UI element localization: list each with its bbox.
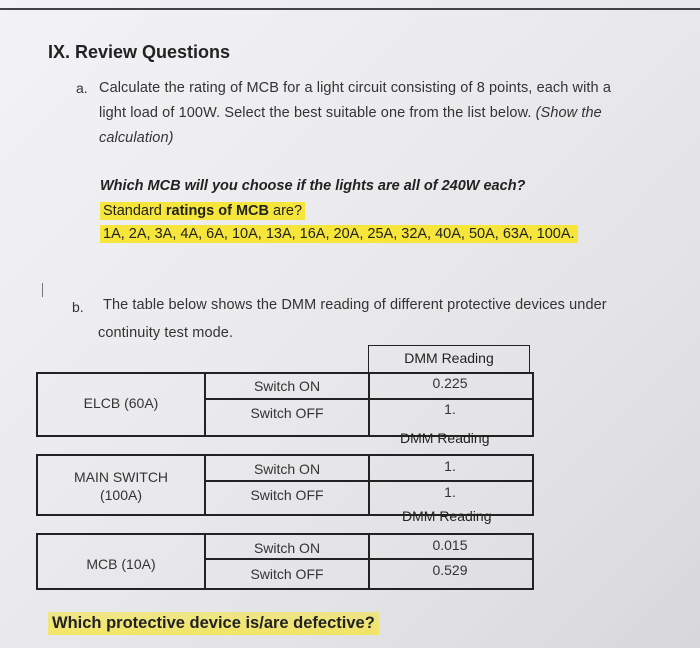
mcb-state-on: Switch ON — [253, 540, 321, 556]
main-switch-device — [38, 468, 204, 504]
main-switch-reading-off: 1. — [444, 484, 456, 500]
main-switch-state-on: Switch ON — [253, 461, 321, 477]
elcb-row-divider — [204, 398, 532, 400]
question-a-letter: a. — [76, 80, 88, 96]
ratings-list — [100, 226, 578, 242]
main-switch-device-line1: MAIN SWITCH — [73, 469, 169, 485]
top-rule — [0, 8, 700, 10]
question-b-letter: b. — [72, 299, 84, 315]
mcb-device: MCB (10A) — [86, 556, 156, 572]
sub-question — [100, 178, 525, 194]
main-switch-row-divider — [204, 480, 532, 482]
standard-ratings-post: are? — [269, 203, 303, 219]
elcb-device: ELCB (60A) — [83, 395, 159, 411]
mcb-row-divider — [204, 558, 532, 560]
dmm-header-2: DMM Reading — [400, 430, 490, 446]
elcb-state-off: Switch OFF — [250, 405, 324, 421]
section-title: IX. Review Questions — [48, 42, 231, 62]
elcb-reading-off: 1. — [444, 401, 456, 417]
main-switch-reading-on: 1. — [444, 458, 456, 474]
question-a-line3 — [99, 126, 174, 151]
mcb-reading-on: 0.015 — [432, 537, 468, 553]
question-a-line1: Calculate the rating of MCB for a light circuit consisting of 8 points, each with a — [99, 80, 612, 96]
elcb-reading-on: 0.225 — [432, 375, 468, 391]
question-a-line2-italic: (Show the — [535, 105, 602, 121]
dmm-header-3: DMM Reading — [402, 508, 492, 524]
standard-ratings-heading — [100, 203, 305, 219]
main-switch-device-line2: (100A) — [99, 487, 143, 503]
question-a-line3-italic: calculation) — [99, 130, 174, 146]
sub-question-bold: Which MCB — [100, 178, 181, 194]
ratings-list-highlight: 1A, 2A, 3A, 4A, 6A, 10A, 13A, 16A, 20A, 25A, 32A, 40A, 50A, 63A, 100A. — [100, 225, 578, 243]
mcb-state-off: Switch OFF — [250, 566, 324, 582]
mcb-reading-off: 0.529 — [432, 562, 468, 578]
question-a-line2-text: light load of 100W. Select the best suitable one from the list below. — [99, 105, 536, 121]
elcb-state-on: Switch ON — [253, 378, 321, 394]
main-switch-state-off: Switch OFF — [250, 487, 324, 503]
standard-ratings-bold: ratings of MCB — [165, 203, 269, 219]
standard-ratings-pre: Standard — [103, 203, 166, 219]
final-question: Which protective device is/are defective? — [48, 612, 379, 635]
question-b-line2: continuity test mode. — [98, 325, 234, 341]
question-b-line1: The table below shows the DMM reading of different protective devices under — [103, 297, 607, 313]
margin-mark — [42, 283, 43, 297]
dmm-header-1: DMM Reading — [368, 345, 530, 372]
sub-question-rest: will you choose if the lights are all of 240W each? — [180, 178, 526, 194]
standard-ratings-highlight — [100, 202, 305, 220]
question-a-line2 — [99, 101, 602, 126]
